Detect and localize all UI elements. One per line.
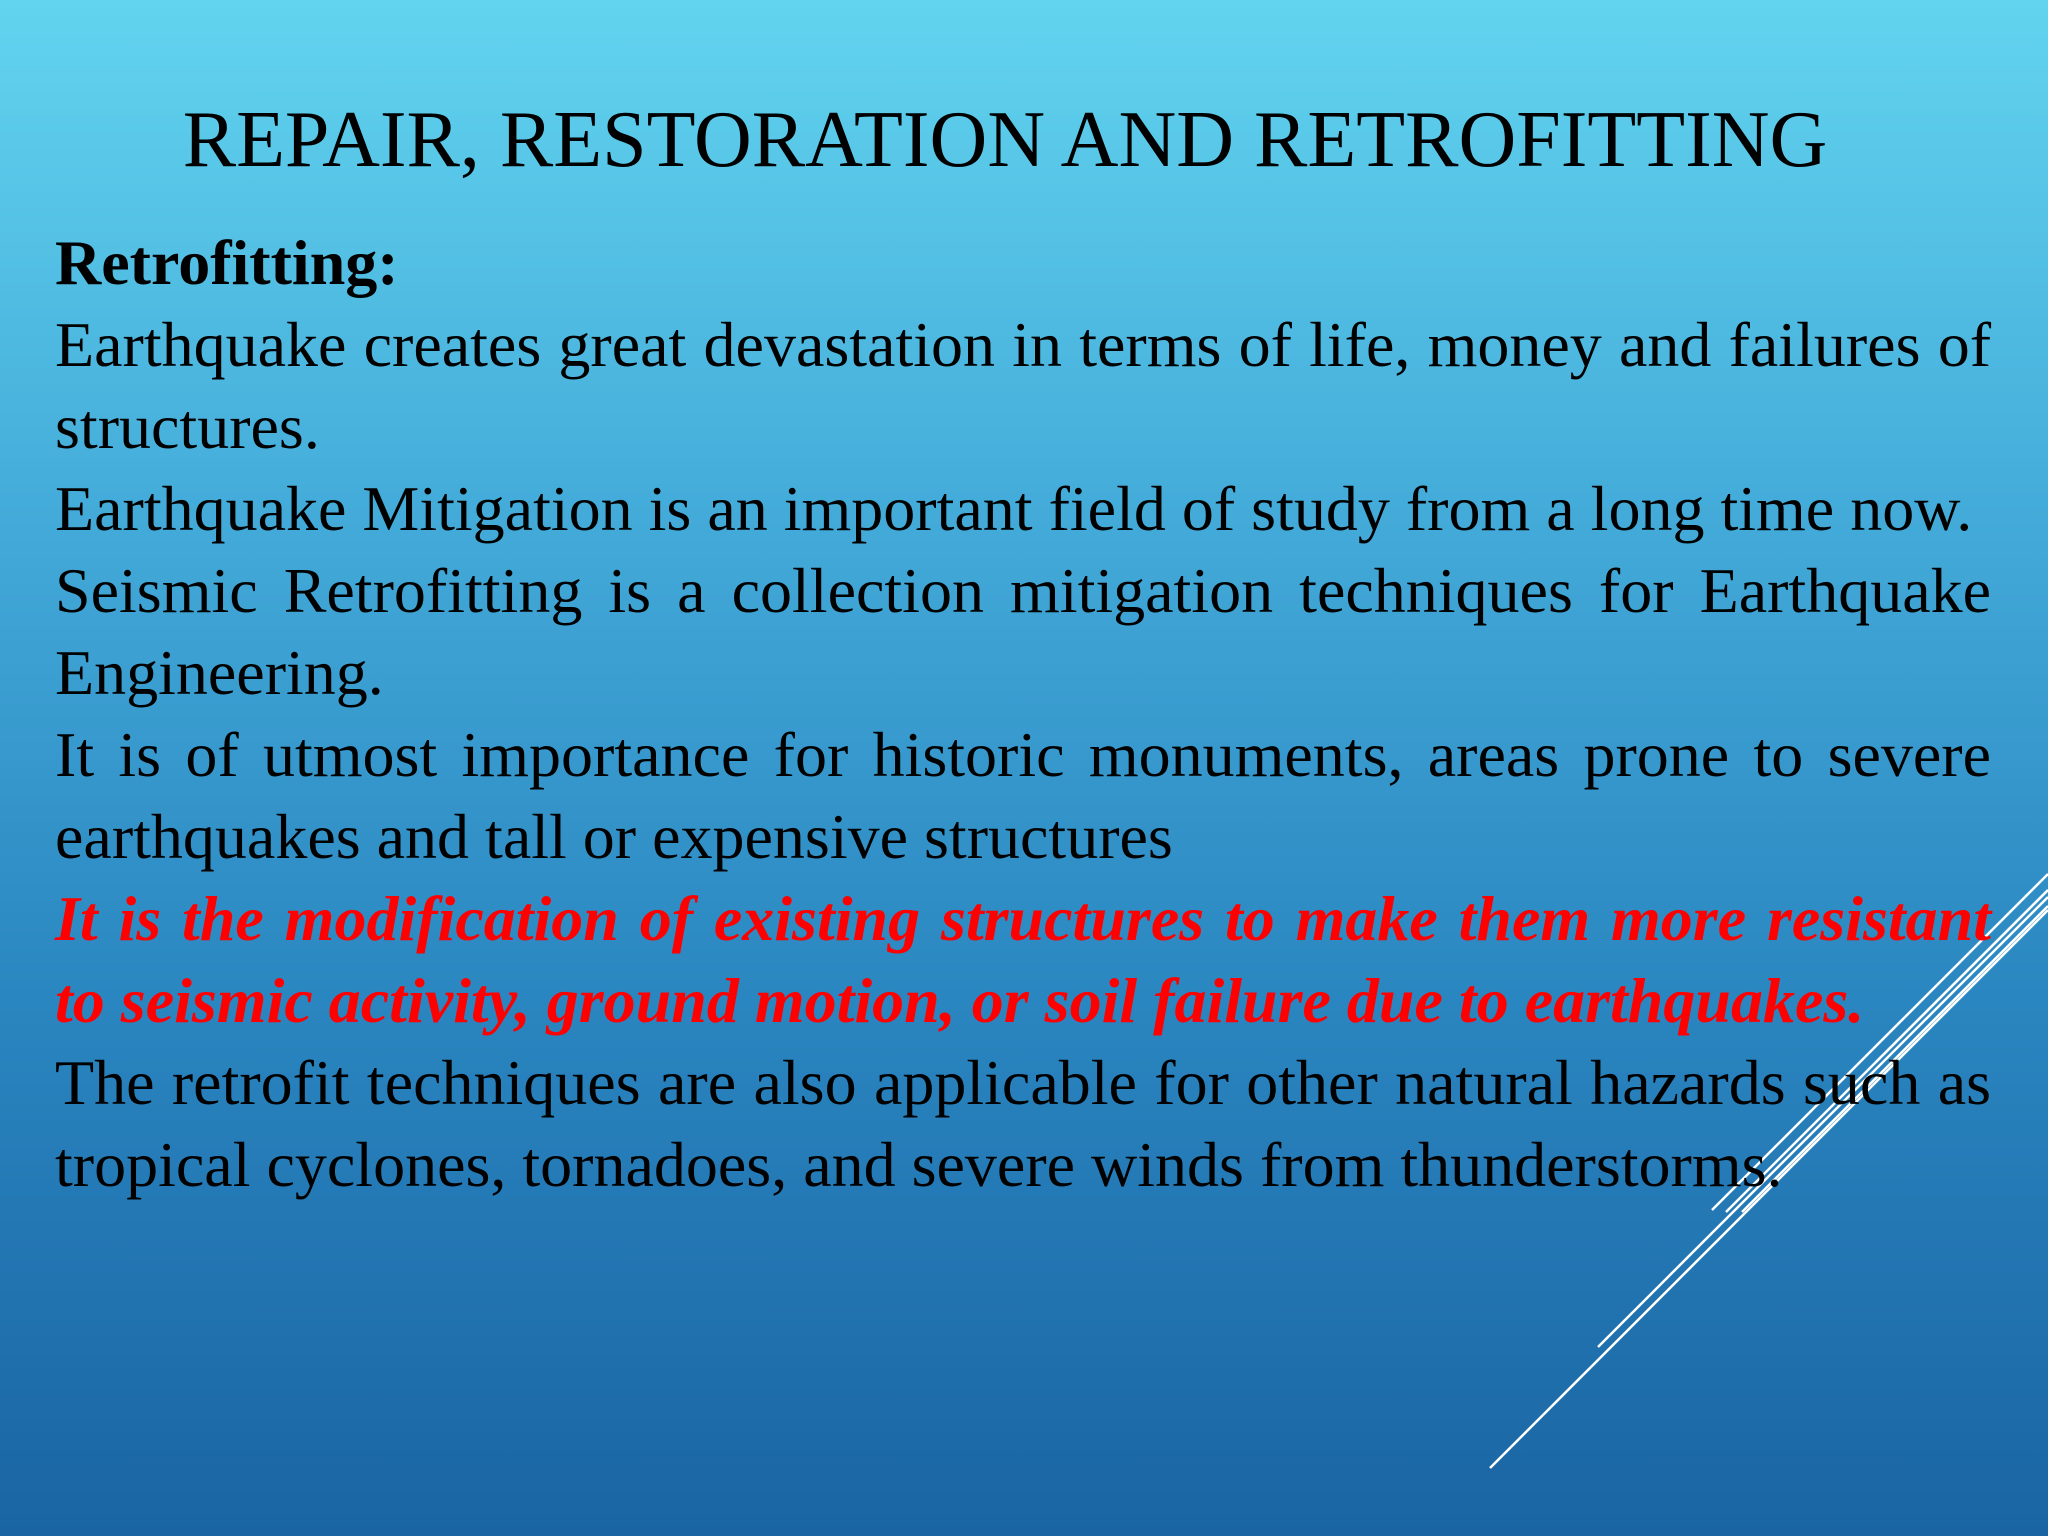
paragraph: The retrofit techniques are also applicable for other natural hazards such as tropical cyclones, tornadoes, and severe winds from thunderstorms. xyxy=(55,1047,1991,1200)
slide-title: REPAIR, RESTORATION AND RETROFITTING xyxy=(182,96,1828,184)
highlighted-definition: It is the modification of existing structures to make them more resistant to seismic activity, ground motion, or soil failure due to earthquakes. xyxy=(55,883,1991,1036)
section-heading: Retrofitting: xyxy=(55,227,399,298)
slide-body xyxy=(55,222,1991,1206)
paragraph: Seismic Retrofitting is a collection mitigation techniques for Earthquake Engineering. xyxy=(55,555,1991,708)
paragraph: It is of utmost importance for historic monuments, areas prone to severe earthquakes and tall or expensive structures xyxy=(55,719,1991,872)
paragraph: Earthquake creates great devastation in terms of life, money and failures of structures. xyxy=(55,309,1991,462)
paragraph: Earthquake Mitigation is an important field of study from a long time now. xyxy=(55,473,1973,544)
